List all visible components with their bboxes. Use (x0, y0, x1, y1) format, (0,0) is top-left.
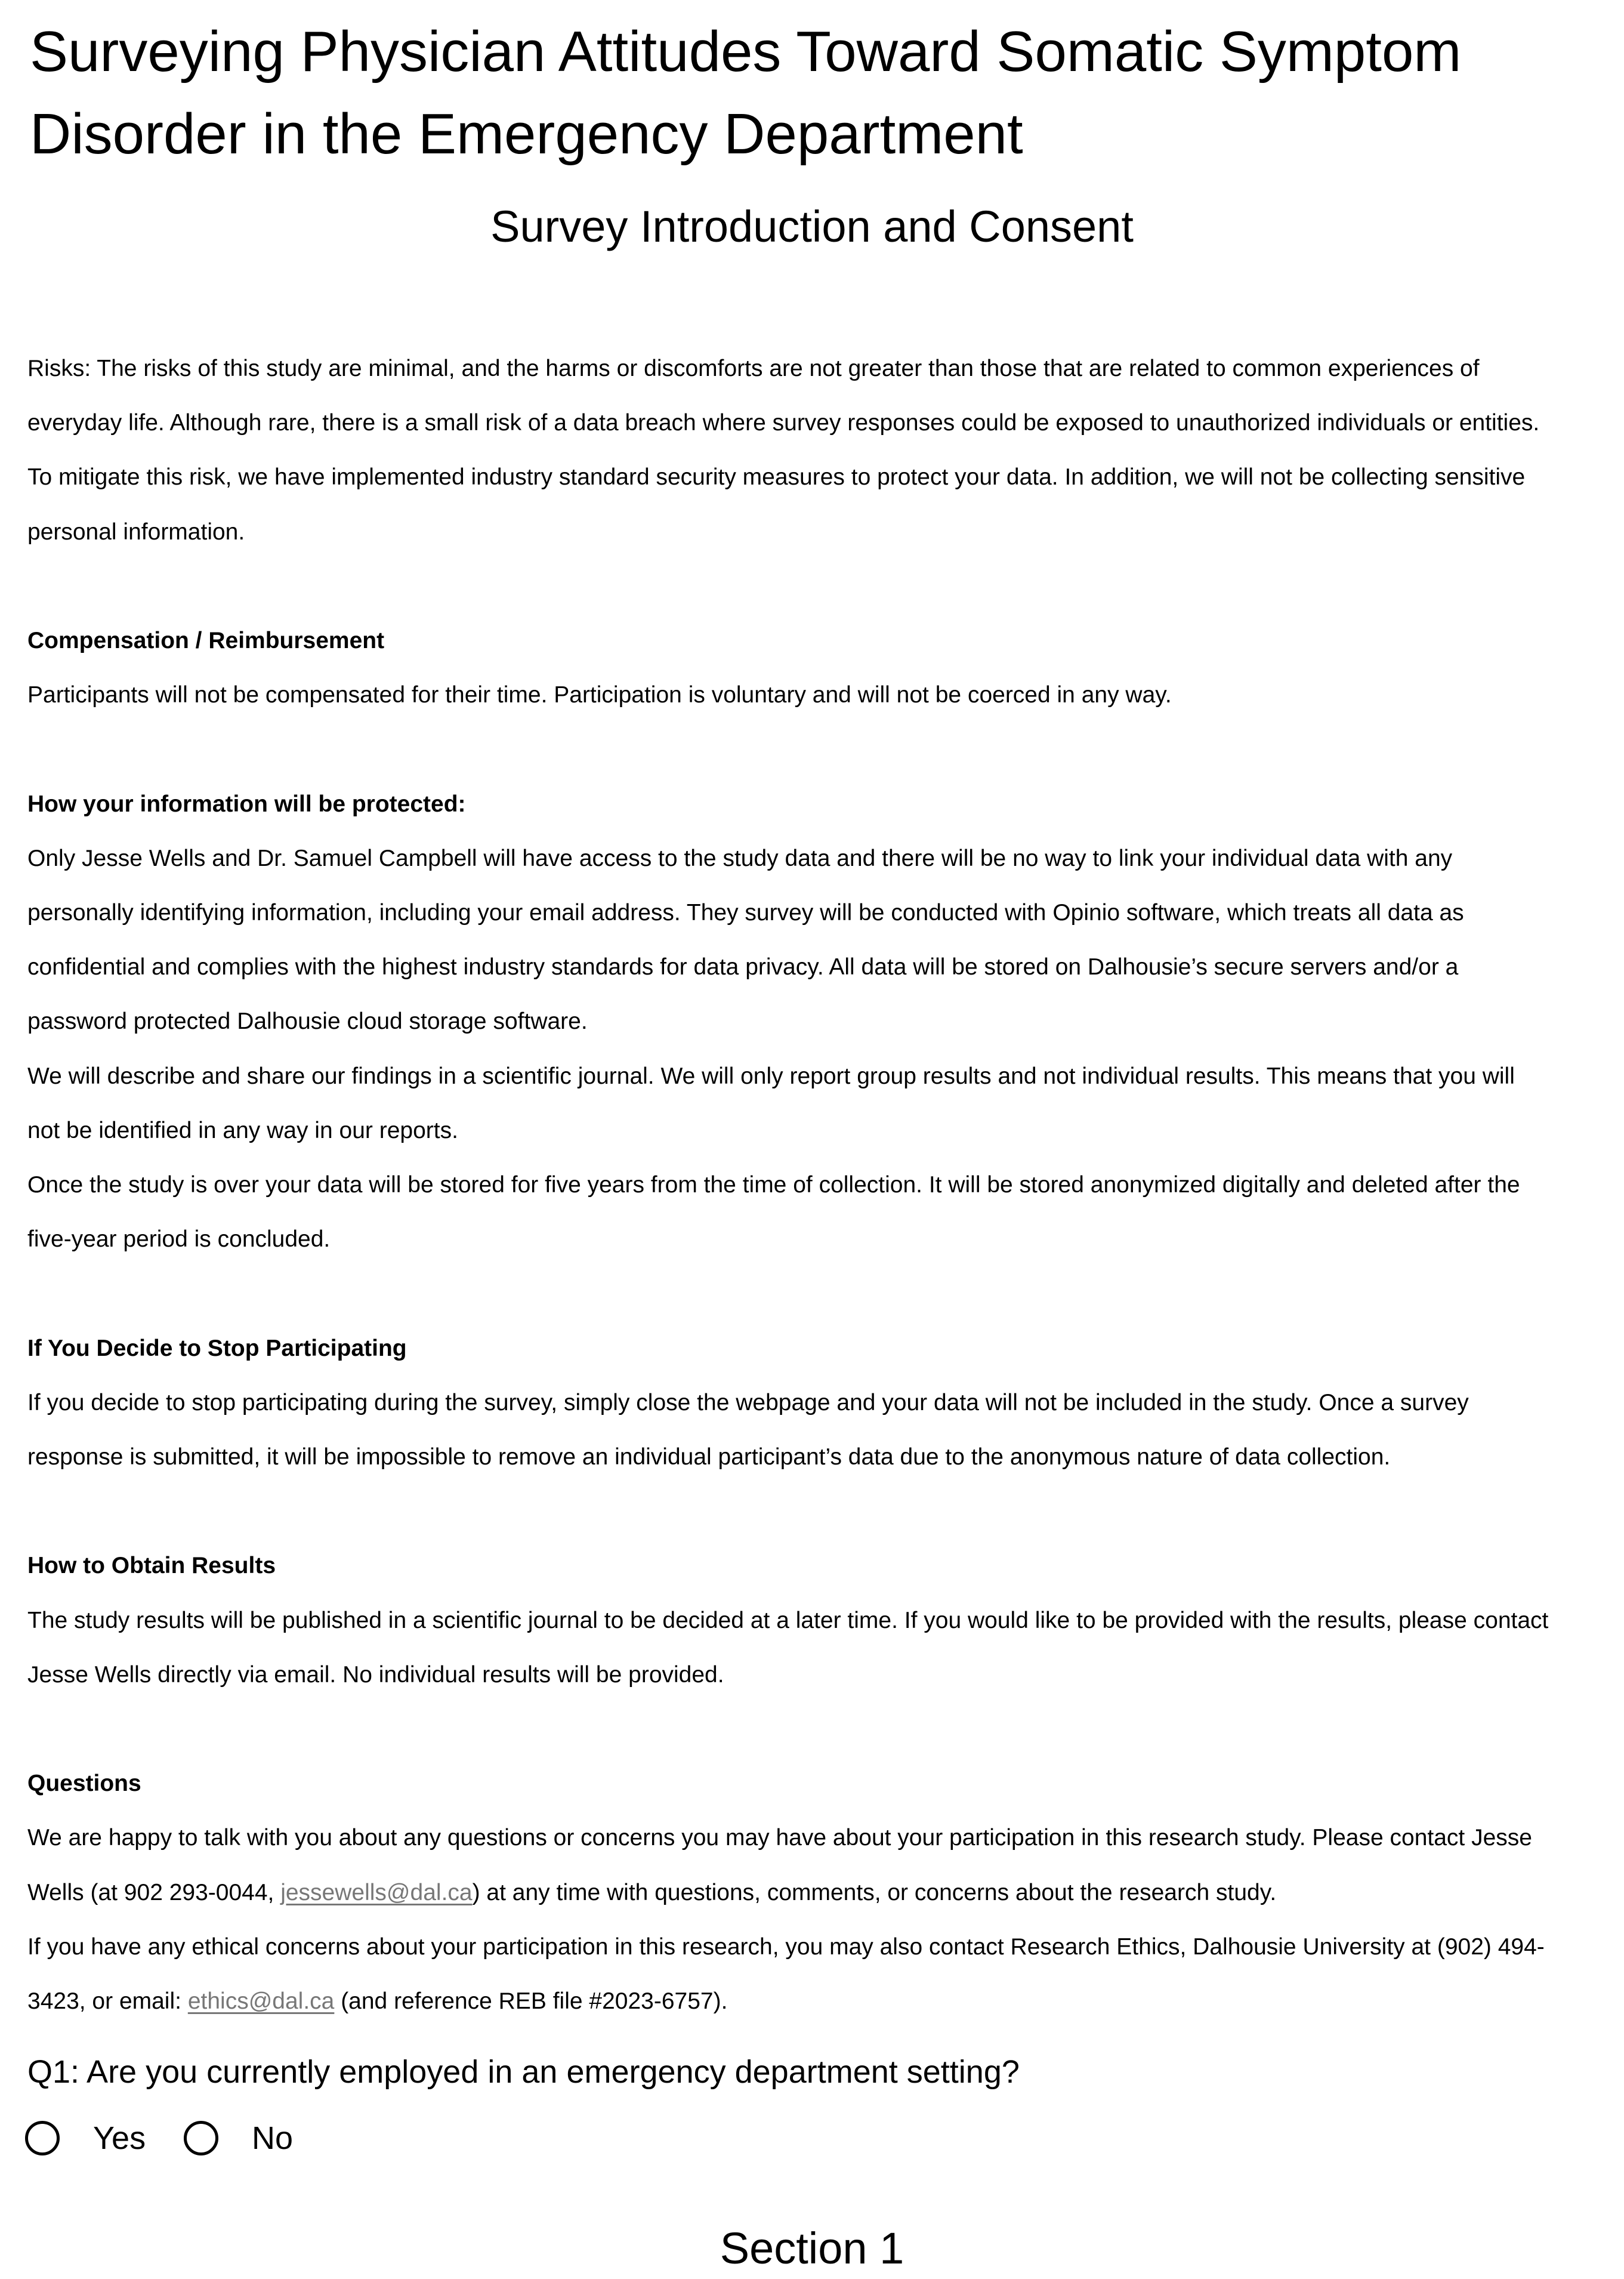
stopping-section (27, 1321, 1614, 1485)
questions-text: 3423, or email: (27, 1988, 188, 2015)
radio-yes[interactable] (25, 2121, 60, 2155)
question-1-label: Q1: Are you currently employed in an emergency department setting? (27, 2054, 1020, 2090)
spacer (27, 722, 1614, 776)
protection-line: confidential and complies with the highest industry standards for data privacy. All data will be stored on Dalhousie’s secure servers and/or a (27, 954, 1459, 980)
spacer (27, 1484, 1614, 1538)
title-line-1: Surveying Physician Attitudes Toward Somatic Symptom (30, 20, 1462, 84)
questions-text: ) at any time with questions, comments, or concerns about the research study. (472, 1879, 1277, 1905)
email-link[interactable]: jessewells@dal.ca (280, 1879, 473, 1905)
compensation-section (27, 613, 1614, 722)
stopping-line: If you decide to stop participating during the survey, simply close the webpage and your data will not be included in the study. Once a survey (27, 1389, 1469, 1415)
questions-section (27, 1756, 1614, 2028)
spacer (27, 1702, 1614, 1756)
protection-line: Once the study is over your data will be stored for five years from the time of collection. It will be stored anonymized digitally and deleted after the (27, 1172, 1520, 1198)
consent-body (27, 341, 1614, 2028)
protection-line: We will describe and share our findings in a scientific journal. We will only report group results and not individual results. This means that you will (27, 1063, 1515, 1089)
risks-section (27, 341, 1614, 559)
results-heading: How to Obtain Results (27, 1553, 276, 1579)
questions-line (27, 1974, 1614, 2028)
protection-heading: How your information will be protected: (27, 791, 466, 817)
protection-line: personally identifying information, including your email address. They survey will be conducted with Opinio software, which treats all data as (27, 900, 1464, 926)
questions-text: (and reference REB file #2023-6757). (334, 1988, 728, 2015)
option-yes-label: Yes (93, 2120, 146, 2156)
protection-line: not be identified in any way in our reports. (27, 1117, 458, 1143)
protection-line: five-year period is concluded. (27, 1226, 331, 1253)
radio-no[interactable] (184, 2121, 218, 2155)
page-subtitle: Survey Introduction and Consent (490, 202, 1134, 251)
questions-line: If you have any ethical concerns about your participation in this research, you may also contact Research Ethics, Dalhousie University at (902) 494- (27, 1933, 1545, 1960)
results-line: The study results will be published in a scientific journal to be decided at a later time. If you would like to be provided with the results, please contact (27, 1607, 1549, 1633)
results-line: Jesse Wells directly via email. No individual results will be provided. (27, 1661, 724, 1688)
questions-text: Wells (at 902 293-0044, (27, 1879, 281, 1905)
protection-section (27, 777, 1614, 1267)
questions-heading: Questions (27, 1771, 141, 1797)
risks-line: Risks: The risks of this study are minimal, and the harms or discomforts are not greater than those that are related to common experiences of (27, 356, 1480, 381)
protection-line: Only Jesse Wells and Dr. Samuel Campbell will have access to the study data and there will be no way to link your individual data with any (27, 845, 1453, 871)
ethics-email-link[interactable]: ethics@dal.ca (187, 1988, 335, 2015)
option-yes[interactable] (25, 2114, 146, 2162)
questions-line: We are happy to talk with you about any questions or concerns you may have about your participation in this research study. Please contact Jesse (27, 1825, 1532, 1851)
risks-line: personal information. (27, 519, 245, 545)
section-heading: Section 1 (720, 2224, 904, 2273)
spacer (27, 559, 1614, 613)
spacer (27, 1266, 1614, 1321)
stopping-line: response is submitted, it will be impossible to remove an individual participant’s data due to the anonymous nature of data collection. (27, 1444, 1391, 1470)
protection-line: password protected Dalhousie cloud storage software. (27, 1009, 588, 1035)
option-no-label: No (252, 2120, 294, 2156)
risks-line: To mitigate this risk, we have implemented industry standard security measures to protect your data. In addition, we will not be collecting sensitive (27, 464, 1526, 491)
questions-line (27, 1865, 1614, 1920)
title-line-2: Disorder in the Emergency Department (30, 102, 1023, 166)
survey-title (30, 11, 1557, 175)
option-no[interactable] (184, 2114, 293, 2162)
compensation-line: Participants will not be compensated for their time. Participation is voluntary and will not be coerced in any way. (27, 682, 1172, 708)
results-section (27, 1538, 1614, 1702)
risks-line: everyday life. Although rare, there is a small risk of a data breach where survey responses could be exposed to unauthorized individuals or entities. (27, 410, 1540, 436)
compensation-heading: Compensation / Reimbursement (27, 628, 385, 653)
stopping-heading: If You Decide to Stop Participating (27, 1335, 407, 1361)
